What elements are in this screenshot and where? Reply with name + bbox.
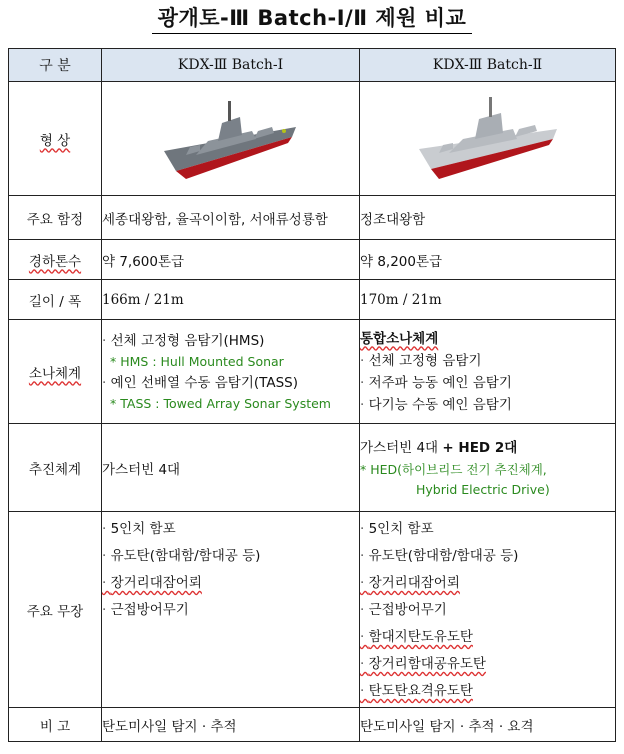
footnote: * HED(하이브리드 전기 추진체계, xyxy=(360,461,547,477)
batch2-weapons xyxy=(360,512,616,708)
list-item: · 선체 고정형 음탐기(HMS) xyxy=(102,330,359,352)
list-item: · 다기능 수동 예인 음탐기 xyxy=(360,394,615,416)
destroyer-icon xyxy=(156,89,306,189)
ship-image-batch2 xyxy=(360,82,616,196)
row-label-remarks: 비 고 xyxy=(9,708,102,742)
batch1-propulsion: 가스터빈 4대 xyxy=(102,424,360,512)
header-batch2: KDX-Ⅲ Batch-Ⅱ xyxy=(360,49,616,82)
batch1-weapons xyxy=(102,512,360,708)
propulsion-main: 가스터빈 4대 xyxy=(360,439,439,456)
row-label-weapons: 주요 무장 xyxy=(9,512,102,708)
batch1-remarks: 탄도미사일 탐지 · 추적 xyxy=(102,708,360,742)
row-weapons xyxy=(9,512,616,708)
header-batch1: KDX-Ⅲ Batch-Ⅰ xyxy=(102,49,360,82)
list-item: · 장거리함대공유도탄 xyxy=(360,651,615,678)
list-item: · 유도탄(함대함/함대공 등) xyxy=(102,543,359,570)
row-label-ships: 주요 함정 xyxy=(9,196,102,240)
row-main-ships xyxy=(9,196,616,240)
row-label-propulsion: 추진체계 xyxy=(9,424,102,512)
destroyer-icon xyxy=(413,89,563,189)
batch2-ships: 정조대왕함 xyxy=(360,196,616,240)
list-item: · 근접방어무기 xyxy=(102,597,359,624)
list-item: · 탄도탄요격유도탄 xyxy=(360,678,615,705)
batch1-sonar xyxy=(102,320,360,424)
table-header-row xyxy=(9,49,616,82)
list-item: · 예인 선배열 수동 음탐기(TASS) xyxy=(102,372,359,394)
list-item: · 함대지탄도유도탄 xyxy=(360,624,615,651)
batch2-propulsion xyxy=(360,424,616,512)
list-item: · 5인치 함포 xyxy=(360,516,615,543)
list-item: · 장거리대잠어뢰 xyxy=(102,570,359,597)
propulsion-hed: + HED 2대 xyxy=(442,439,518,456)
list-item: · 유도탄(함대함/함대공 등) xyxy=(360,543,615,570)
footnote: * TASS : Towed Array Sonar System xyxy=(110,395,331,411)
batch2-sonar xyxy=(360,320,616,424)
header-category: 구 분 xyxy=(9,49,102,82)
footnote: Hybrid Electric Drive) xyxy=(416,481,550,497)
row-shape xyxy=(9,82,616,196)
batch1-size: 166m / 21m xyxy=(102,280,360,320)
document-title: 광개토-Ⅲ Batch-Ⅰ/Ⅱ 제원 비교 xyxy=(0,2,624,34)
row-label-sonar: 소나체계 xyxy=(28,365,82,382)
batch1-displacement: 약 7,600톤급 xyxy=(102,240,360,280)
list-item: · 장거리대잠어뢰 xyxy=(360,570,615,597)
row-remarks xyxy=(9,708,616,742)
list-item: · 선체 고정형 음탐기 xyxy=(360,350,615,372)
row-sonar xyxy=(9,320,616,424)
row-label-shape: 형 상 xyxy=(39,132,71,149)
row-label-displacement: 경하톤수 xyxy=(28,253,82,270)
row-displacement xyxy=(9,240,616,280)
batch2-displacement: 약 8,200톤급 xyxy=(360,240,616,280)
spec-comparison-table xyxy=(8,48,616,742)
list-item: · 근접방어무기 xyxy=(360,597,615,624)
row-label-size: 길이 / 폭 xyxy=(9,280,102,320)
list-item: · 5인치 함포 xyxy=(102,516,359,543)
ship-image-batch1 xyxy=(102,82,360,196)
sonar-system-title: 통합소나체계 xyxy=(360,330,439,347)
row-propulsion xyxy=(9,424,616,512)
batch2-remarks: 탄도미사일 탐지 · 추적 · 요격 xyxy=(360,708,616,742)
batch1-ships: 세종대왕함, 율곡이이함, 서애류성룡함 xyxy=(102,196,360,240)
footnote: * HMS : Hull Mounted Sonar xyxy=(110,353,284,369)
row-size xyxy=(9,280,616,320)
list-item: · 저주파 능동 예인 음탐기 xyxy=(360,372,615,394)
batch2-size: 170m / 21m xyxy=(360,280,616,320)
